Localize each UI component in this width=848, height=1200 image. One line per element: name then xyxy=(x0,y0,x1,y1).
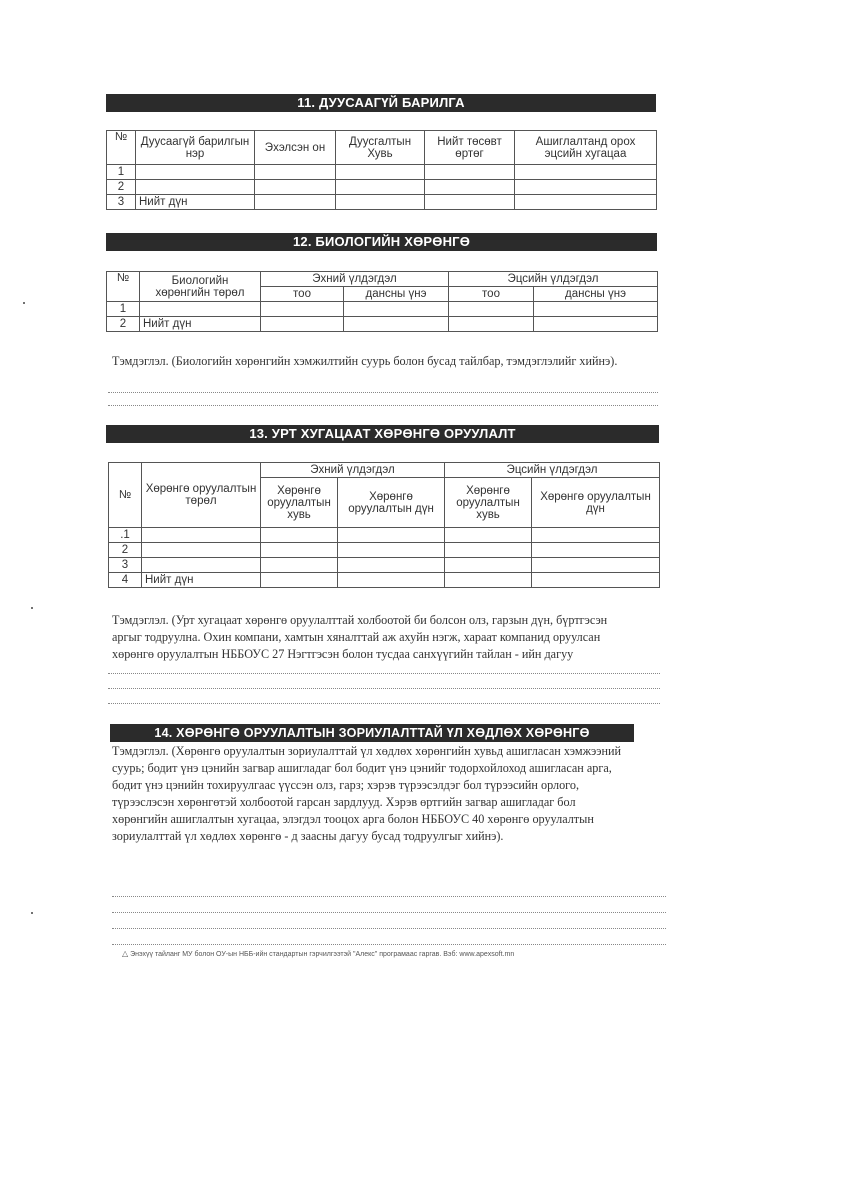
note-line-text: аргыг тодруулна. Охин компани, хамтын хяналттай аж ахуйн нэгж, хараат компанид оруулсан xyxy=(112,630,601,644)
header-percent: Хөрөнгө оруулалтын хувь xyxy=(261,478,338,528)
note-line xyxy=(112,944,666,945)
table-row xyxy=(107,317,658,332)
header-qty: тоо xyxy=(449,287,534,302)
table-row xyxy=(109,528,660,543)
table-row xyxy=(107,195,657,210)
table-row xyxy=(109,573,660,588)
footer-text xyxy=(122,949,514,958)
section-14-title: 14. ХӨРӨНГӨ ОРУУЛАЛТЫН ЗОРИУЛАЛТТАЙ ҮЛ ХӨДЛӨХ ХӨРӨНГӨ xyxy=(110,724,634,742)
section-14-note xyxy=(112,743,621,845)
row-label xyxy=(142,543,261,558)
header-final-date: Ашиглалтанд орох эцсийн хугацаа xyxy=(515,131,657,165)
biological-assets-table xyxy=(106,271,658,332)
header-total-cost: Нийт төсөвт өртөг xyxy=(425,131,515,165)
row-label xyxy=(142,558,261,573)
apex-logo-icon: △ xyxy=(122,949,129,958)
note-line-text: зориулалттай үл хөдлөх хөрөнгө - д заасны дагуу бусад тодруулгыг хийнэ). xyxy=(112,829,504,843)
table-row xyxy=(109,543,660,558)
header-amount: Хөрөнгө оруулалтын дүн xyxy=(532,478,660,528)
row-number: 3 xyxy=(109,558,142,573)
header-closing-balance: Эцсийн үлдэгдэл xyxy=(449,272,658,287)
row-number: 2 xyxy=(109,543,142,558)
row-number: 1 xyxy=(107,165,136,180)
note-line-text: суурь; бодит үнэ цэнийн загвар ашигладаг бол бодит үнэ цэнийг тодорхойлоход ашигласан арга, xyxy=(112,761,612,775)
note-line-text: Тэмдэглэл. (Урт хугацаат хөрөнгө оруулалттай холбоотой би болсон олз, гарзын дүн, бүртгэсэн xyxy=(112,613,608,627)
row-label xyxy=(142,528,261,543)
header-start-year: Эхэлсэн он xyxy=(255,131,336,165)
scan-speck xyxy=(31,607,33,609)
header-type: Хөрөнгө оруулалтын төрөл xyxy=(142,463,261,528)
header-opening-balance: Эхний үлдэгдэл xyxy=(261,463,445,478)
row-label: Нийт дүн xyxy=(142,573,261,588)
note-line xyxy=(112,912,666,913)
row-label: Нийт дүн xyxy=(136,195,255,210)
long-term-investment-table xyxy=(108,462,660,588)
header-opening-balance: Эхний үлдэгдэл xyxy=(261,272,449,287)
section-11-title: 11. ДУУСААГҮЙ БАРИЛГА xyxy=(106,94,656,112)
note-line-text: бодит үнэ цэнийн тохируулгаас үүссэн олз, гарз; хэрэв түрээсэлдэг бол түрээсийн орлого, xyxy=(112,778,580,792)
row-label xyxy=(136,180,255,195)
row-label: Нийт дүн xyxy=(140,317,261,332)
footer-label: Энэхүү тайланг МУ болон ОУ-ын НББ-ийн стандартын гэрчилгээтэй "Алекс" програмаас гаргав. Вэб: www.apexsoft.mn xyxy=(130,951,515,958)
row-number: .1 xyxy=(109,528,142,543)
row-number: 4 xyxy=(109,573,142,588)
header-book-value: дансны үнэ xyxy=(534,287,658,302)
scan-speck xyxy=(23,302,25,304)
note-line xyxy=(108,405,658,406)
note-line-text: түрээслэсэн хөрөнгөтэй холбоотой гарсан зардлууд. Хэрэв өртгийн загвар ашигладаг бол xyxy=(112,795,576,809)
section-13-note xyxy=(112,612,607,663)
note-line xyxy=(108,392,658,393)
note-line-text: хөрөнгийн ашиглалтын хугацаа, элэгдэл тооцох арга болон НББОУС 40 хөрөнгө оруулалтын xyxy=(112,812,594,826)
table-row xyxy=(109,558,660,573)
section-13-title: 13. УРТ ХУГАЦААТ ХӨРӨНГӨ ОРУУЛАЛТ xyxy=(106,425,659,443)
header-closing-balance: Эцсийн үлдэгдэл xyxy=(445,463,660,478)
row-number: 1 xyxy=(107,302,140,317)
row-label xyxy=(136,165,255,180)
row-number: 3 xyxy=(107,195,136,210)
header-no: № xyxy=(109,463,142,528)
table-row xyxy=(107,302,658,317)
note-line xyxy=(112,896,666,897)
scan-speck xyxy=(31,912,33,914)
header-name: Дуусаагүй барилгын нэр xyxy=(136,131,255,165)
note-line-text: хөрөнгө оруулалтын НББОУС 27 Нэгтгэсэн болон тусдаа санхүүгийн тайлан - ийн дагуу xyxy=(112,647,574,661)
note-line xyxy=(108,688,660,689)
section-12-title: 12. БИОЛОГИЙН ХӨРӨНГӨ xyxy=(106,233,657,251)
table-row xyxy=(107,165,657,180)
note-line xyxy=(108,703,660,704)
table-row xyxy=(107,180,657,195)
header-amount: Хөрөнгө оруулалтын дүн xyxy=(338,478,445,528)
header-no: № xyxy=(107,131,136,165)
row-number: 2 xyxy=(107,180,136,195)
section-12-note: Тэмдэглэл. (Биологийн хөрөнгийн хэмжилтийн суурь болон бусад тайлбар, тэмдэглэлийг хийнэ). xyxy=(112,354,618,368)
header-percent: Хөрөнгө оруулалтын хувь xyxy=(445,478,532,528)
header-type: Биологийн хөрөнгийн төрөл xyxy=(140,272,261,302)
header-completion: Дуусгалтын Хувь xyxy=(336,131,425,165)
unfinished-construction-table xyxy=(106,130,657,210)
header-qty: тоо xyxy=(261,287,344,302)
note-line xyxy=(108,673,660,674)
header-no: № xyxy=(107,272,140,302)
row-number: 2 xyxy=(107,317,140,332)
header-book-value: дансны үнэ xyxy=(344,287,449,302)
row-label xyxy=(140,302,261,317)
note-line-text: Тэмдэглэл. (Хөрөнгө оруулалтын зориулалттай үл хөдлөх хөрөнгийн хувьд ашигласан хэмжээний xyxy=(112,744,622,758)
note-line xyxy=(112,928,666,929)
